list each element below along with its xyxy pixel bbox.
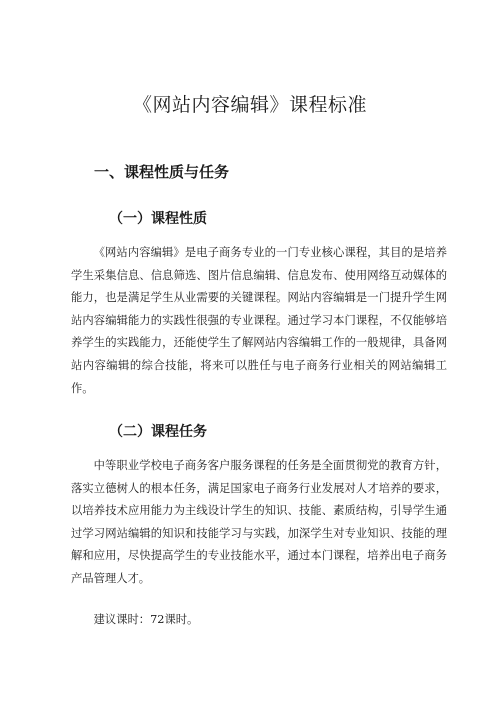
course-tasks-paragraph: 中等职业学校电子商务客户服务课程的任务是全面贯彻党的教育方针，落实立德树人的根本任务，满足国家电子商务行业发展对人才培养的要求，以培养技术应用能力为主线设计学生的知识、技能、素质结构，引导学生通过学习网站编辑的知识和技能学习与实践，加深学生对专业知识、技能的理解和应用，尽快提高学生的专业技能水平，通过本门课程，培养出电子商务产品管理人才。 [71, 459, 447, 585]
suggested-hours-text: 建议课时：72课时。 [93, 613, 199, 626]
subsection-heading-course-nature: （一）课程性质 [109, 211, 207, 227]
subsection-heading-course-tasks: （二）课程任务 [109, 424, 207, 440]
document-title: 《网站内容编辑》课程标准 [132, 94, 367, 116]
course-nature-paragraph: 《网站内容编辑》是电子商务专业的一门专业核心课程，其目的是培养学生采集信息、信息筛选、图片信息编辑、信息发布、使用网络互动媒体的能力，也是满足学生从业需要的关键课程。网站内容编辑是一门提升学生网站内容编辑能力的实践性很强的专业课程。通过学习本门课程，不仅能够培养学生的实践能力，还能使学生了解网站内容编辑工作的一般规律，具备网站内容编辑的综合技能，将来可以胜任与电子商务行业相关的网站编辑工作。 [71, 246, 447, 395]
section-heading-nature-and-tasks: 一、课程性质与任务 [94, 163, 230, 181]
